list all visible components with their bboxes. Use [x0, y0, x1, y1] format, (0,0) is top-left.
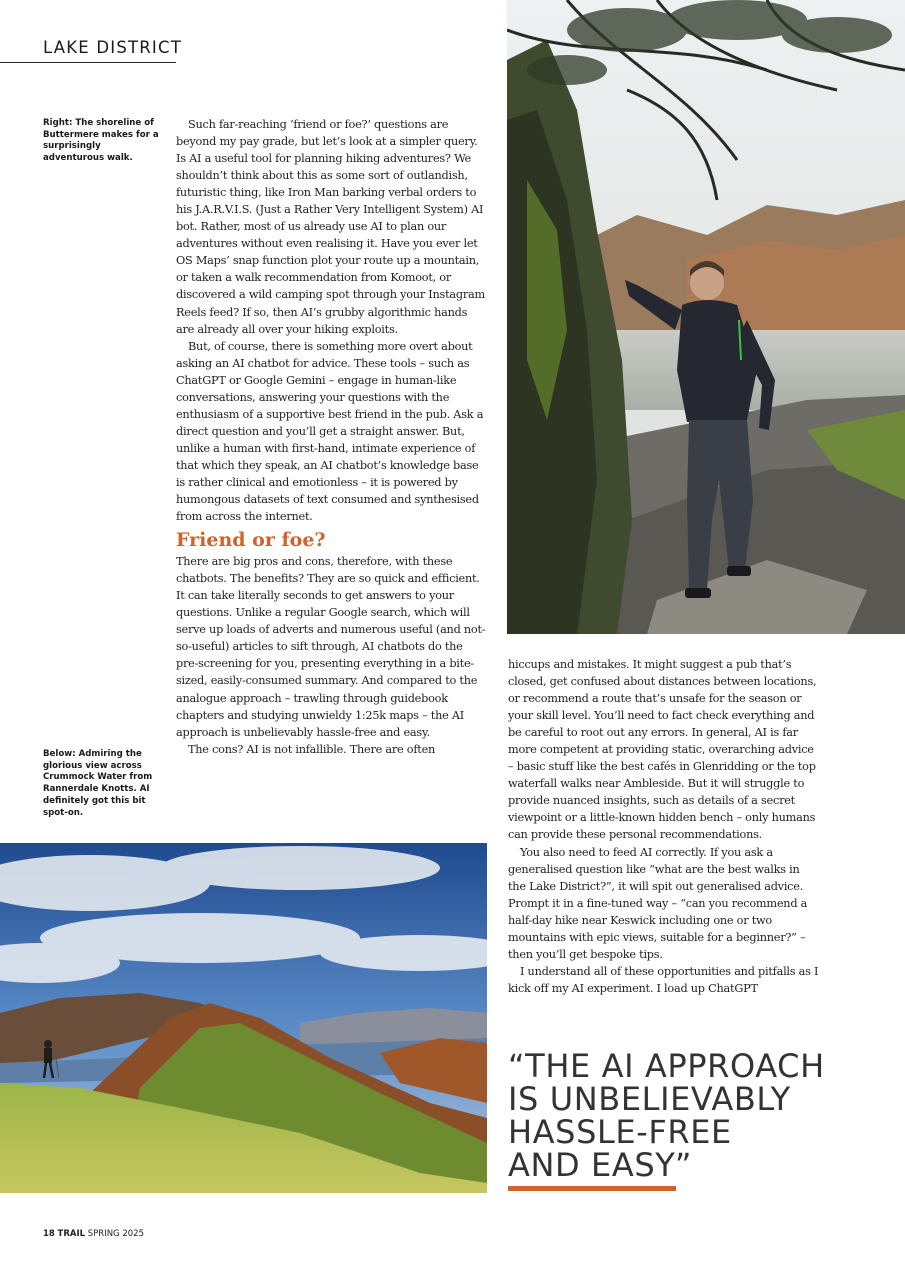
article-column-left [176, 116, 486, 758]
page-number: 18 [43, 1229, 55, 1239]
article-column-right [508, 656, 820, 997]
section-label: LAKE DISTRICT [43, 38, 183, 57]
pull-quote [508, 1047, 848, 1184]
article-paragraph: There are big pros and cons, therefore, with these chatbots. The benefits? They are so quick and efficient. It can take literally seconds to get answers to your questions. Unlike a regular Google search, which will serve up loads of adverts and numerous useful (and not-so-useful) articles to sift through, AI chatbots do the pre-screening for you, presenting everything in a bite-sized, easily-consumed summary. And compared to the analogue approach – trawling through guidebook chapters and studying unwieldy 1:25k maps – the AI approach is unbelievably hassle-free and easy. [176, 555, 486, 739]
magazine-name: TRAIL [57, 1229, 86, 1239]
pull-quote-line: “THE AI APPROACH [508, 1047, 825, 1085]
photo-crummock-water [0, 843, 487, 1193]
article-paragraph: Such far-reaching ‘friend or foe?’ questions are beyond my pay grade, but let’s look at a simpler query. Is AI a useful tool for planning hiking adventures? We shouldn’t think about this as some sort of outlandish, futuristic thing, like Iron Man barking verbal orders to his J.A.R.V.I.S. (Just a Rather Very Intelligent System) AI bot. Rather, most of us already use AI to plan our adventures without even realising it. Have you ever let OS Maps’ snap function plot your route up a mountain, or taken a walk recommendation from Komoot, or discovered a wild camping spot through your Instagram Reels feed? If so, then AI’s grubby algorithmic hands are already all over your hiking exploits. [176, 118, 485, 336]
pull-quote-rule [508, 1186, 676, 1191]
pull-quote-line: AND EASY” [508, 1146, 693, 1184]
article-paragraph: You also need to feed AI correctly. If you ask a generalised question like “what are the best walks in the Lake District?”, it will spit out generalised advice. Prompt it in a fine-tuned way – “can you recommend a half-day hike near Keswick including one or two mountains with epic views, suitable for a beginner?” – then you’ll get bespoke tips. [508, 845, 808, 961]
pull-quote-line: HASSLE-FREE [508, 1113, 732, 1151]
section-rule [0, 62, 176, 63]
article-paragraph: I understand all of these opportunities and pitfalls as I kick off my AI experiment. I load up ChatGPT [508, 964, 819, 995]
article-paragraph: The cons? AI is not infallible. There are often [188, 742, 436, 756]
issue-date: SPRING 2025 [87, 1229, 144, 1239]
article-paragraph: hiccups and mistakes. It might suggest a pub that’s closed, get confused about distances between locations, or recommend a route that’s unsafe for the season or your skill level. You’ll need to fact check everything and be careful to root out any errors. In general, AI is far more competent at providing static, overarching advice – basic stuff like the best cafés in Glenridding or the top waterfall walks near Ambleside. But it will struggle to provide nuanced insights, such as details of a secret viewpoint or a little-known hidden bench – only humans can provide these personal recommendations. [508, 658, 817, 842]
page-footer [43, 1229, 144, 1239]
photo-buttermere-shoreline [507, 0, 905, 634]
caption-below-photo: Below: Admiring the glorious view across Crummock Water from Rannerdale Knotts. AI definitely got this bit spot-on. [43, 749, 153, 818]
pull-quote-line: IS UNBELIEVABLY [508, 1080, 791, 1118]
article-paragraph: But, of course, there is something more overt about asking an AI chatbot for advice. These tools – such as ChatGPT or Google Gemini – engage in human-like conversations, answering your questions with the enthusiasm of a supportive best friend in the pub. Ask a direct question and you’ll get a straight answer. But, unlike a human with first-hand, intimate experience of that which they speak, an AI chatbot’s knowledge base is rather clinical and emotionless – it is powered by humongous datasets of text consumed and synthesised from across the internet. [176, 339, 484, 524]
subhead: Friend or foe? [176, 529, 326, 552]
caption-right-photo: Right: The shoreline of Buttermere makes for a surprisingly adventurous walk. [43, 118, 159, 164]
